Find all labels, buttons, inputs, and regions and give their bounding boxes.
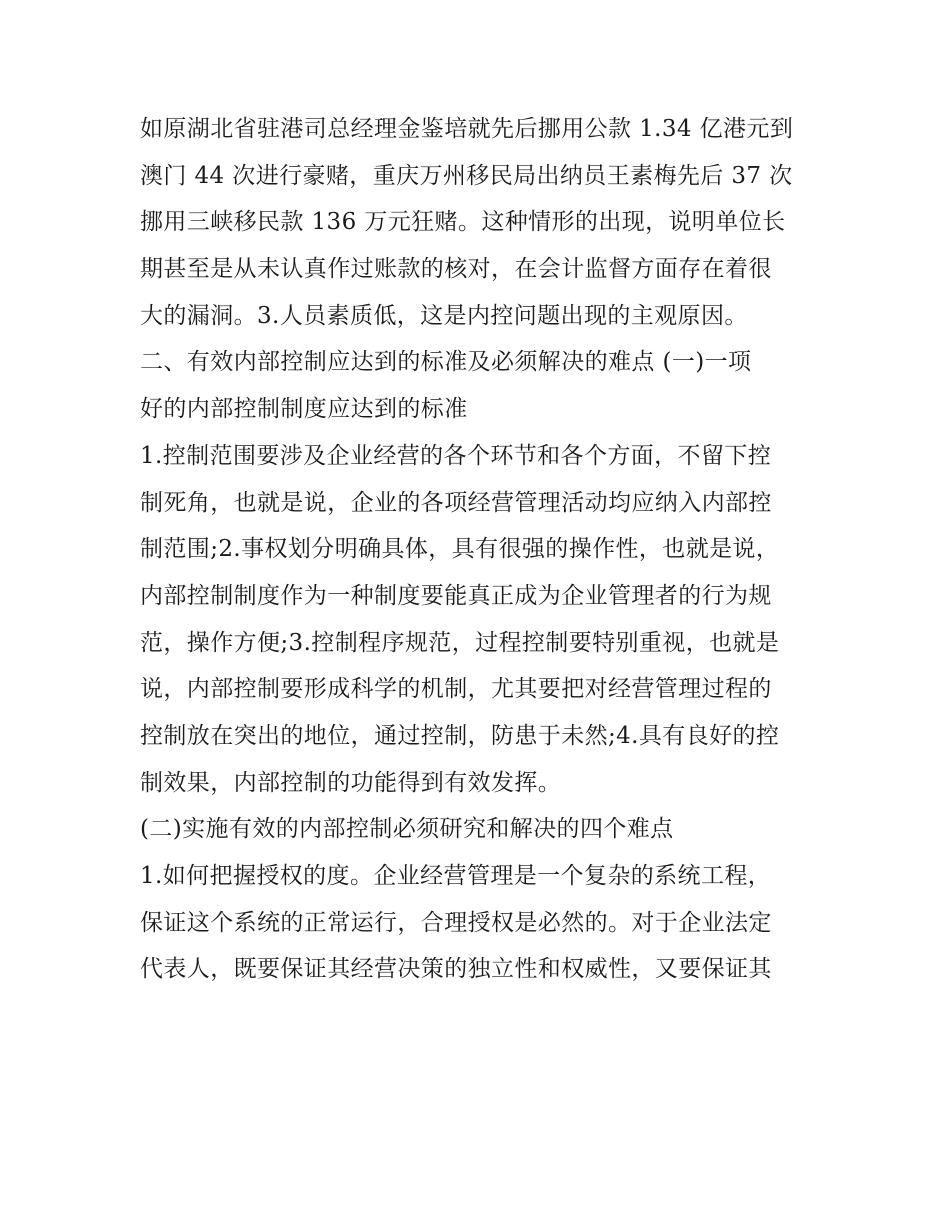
section-heading-line: 好的内部控制制度应达到的标准 (140, 396, 468, 423)
text-line: 制死角，也就是说，企业的各项经营管理活动均应纳入内部控 (140, 489, 772, 516)
text-line: 代表人，既要保证其经营决策的独立性和权威性，又要保证其 (140, 956, 772, 983)
body-text (140, 106, 816, 993)
text-line: 大的漏洞。3.人员素质低，这是内控问题出现的主观原因。 (140, 302, 748, 329)
text-line: 期甚至是从未认真作过账款的核对，在会计监督方面存在着很 (140, 256, 772, 283)
text-line: 保证这个系统的正常运行，合理授权是必然的。对于企业法定 (140, 909, 772, 936)
subsection-heading-line: (二)实施有效的内部控制必须研究和解决的四个难点 (140, 816, 674, 843)
text-line: 制效果，内部控制的功能得到有效发挥。 (140, 769, 562, 796)
text-line: 1.控制范围要涉及企业经营的各个环节和各个方面，不留下控 (140, 442, 772, 469)
text-line: 说，内部控制要形成科学的机制，尤其要把对经营管理过程的 (140, 676, 772, 703)
text-line: 内部控制制度作为一种制度要能真正成为企业管理者的行为规 (140, 582, 772, 609)
text-line: 制范围;2.事权划分明确具体，具有很强的操作性，也就是说， (140, 536, 780, 563)
text-line: 挪用三峡移民款 136 万元狂赌。这种情形的出现，说明单位长 (140, 209, 786, 236)
text-line: 范，操作方便;3.控制程序规范，过程控制要特别重视，也就是 (140, 629, 780, 656)
text-line: 1.如何把握授权的度。企业经营管理是一个复杂的系统工程， (140, 863, 772, 889)
text-line: 澳门 44 次进行豪赌，重庆万州移民局出纳员王素梅先后 37 次 (140, 162, 793, 189)
section-heading-line: 二、有效内部控制应达到的标准及必须解决的难点 (一)一项 (140, 349, 752, 376)
text-line: 如原湖北省驻港司总经理金鉴培就先后挪用公款 1.34 亿港元到 (140, 116, 794, 142)
text-line: 控制放在突出的地位，通过控制，防患于未然;4.具有良好的控 (140, 722, 780, 749)
